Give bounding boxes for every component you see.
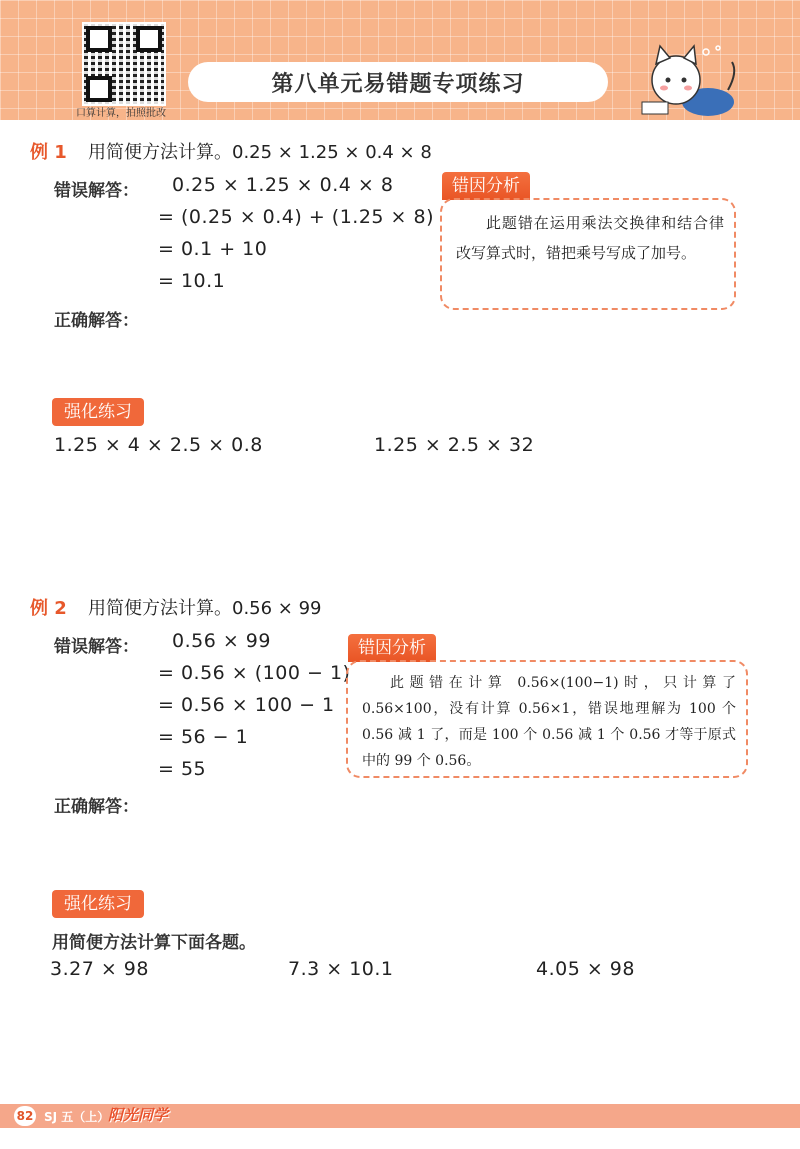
drill-2-problem: 4.05 × 98 bbox=[536, 958, 635, 980]
example-1-correct-label: 正确解答： bbox=[54, 311, 139, 331]
example-1-analysis-tag: 错因分析 bbox=[442, 172, 530, 200]
cat-mascot-icon bbox=[628, 42, 740, 118]
example-2-correct-label: 正确解答： bbox=[54, 797, 139, 817]
example-1-prompt: 用简便方法计算。0.25 × 1.25 × 0.4 × 8 bbox=[88, 142, 432, 163]
drill-2-problem: 3.27 × 98 bbox=[50, 958, 149, 980]
qr-finder-bottom-left bbox=[86, 76, 112, 102]
page-title: 第八单元易错题专项练习 bbox=[188, 62, 608, 102]
drill-1-problem: 1.25 × 2.5 × 32 bbox=[374, 434, 535, 456]
example-2-prompt: 用简便方法计算。0.56 × 99 bbox=[88, 598, 322, 619]
example-1-step: = 0.1 + 10 bbox=[158, 238, 268, 260]
example-1-label: 例 1 bbox=[30, 142, 67, 163]
drill-2-instruction: 用简便方法计算下面各题。 bbox=[52, 933, 256, 953]
qr-finder-top-right bbox=[136, 26, 162, 52]
example-1-step: = (0.25 × 0.4) + (1.25 × 8) bbox=[158, 206, 435, 228]
example-2-analysis-text: 此题错在计算 0.56×(100−1)时，只计算了 0.56×100，没有计算 0.56×1，错误地理解为 100 个 0.56 减 1 了，而是 100 个 0.56 减 1 个 0.56 才等于原式中的 99 个 0.56。 bbox=[346, 660, 748, 778]
drill-1-problem: 1.25 × 4 × 2.5 × 0.8 bbox=[54, 434, 263, 456]
qr-finder-top-left bbox=[86, 26, 112, 52]
example-1-step: = 10.1 bbox=[158, 270, 226, 292]
example-2-step: = 56 − 1 bbox=[158, 726, 249, 748]
qr-caption: 口算计算，拍照批改 bbox=[76, 108, 166, 119]
example-2-label: 例 2 bbox=[30, 598, 67, 619]
example-2-analysis-tag: 错因分析 bbox=[348, 634, 436, 662]
qr-code[interactable] bbox=[82, 22, 166, 106]
edition-label: SJ 五（上） bbox=[44, 1110, 110, 1124]
example-2-wrong-label: 错误解答： bbox=[54, 637, 139, 657]
example-1-step: 0.25 × 1.25 × 0.4 × 8 bbox=[172, 174, 394, 196]
example-2-step: = 0.56 × 100 − 1 bbox=[158, 694, 335, 716]
example-2-step: = 0.56 × (100 − 1) bbox=[158, 662, 351, 684]
page-number: 82 bbox=[14, 1106, 36, 1126]
example-1-analysis-text: 此题错在运用乘法交换律和结合律改写算式时，错把乘号写成了加号。 bbox=[440, 198, 736, 310]
drill-2-problem: 7.3 × 10.1 bbox=[288, 958, 394, 980]
brand-logo: 阳光同学 bbox=[108, 1106, 169, 1124]
example-1-wrong-label: 错误解答： bbox=[54, 181, 139, 201]
example-2-step: = 55 bbox=[158, 758, 207, 780]
drill-2-tag: 强化练习 bbox=[52, 890, 144, 918]
drill-1-tag: 强化练习 bbox=[52, 398, 144, 426]
example-2-step: 0.56 × 99 bbox=[172, 630, 271, 652]
